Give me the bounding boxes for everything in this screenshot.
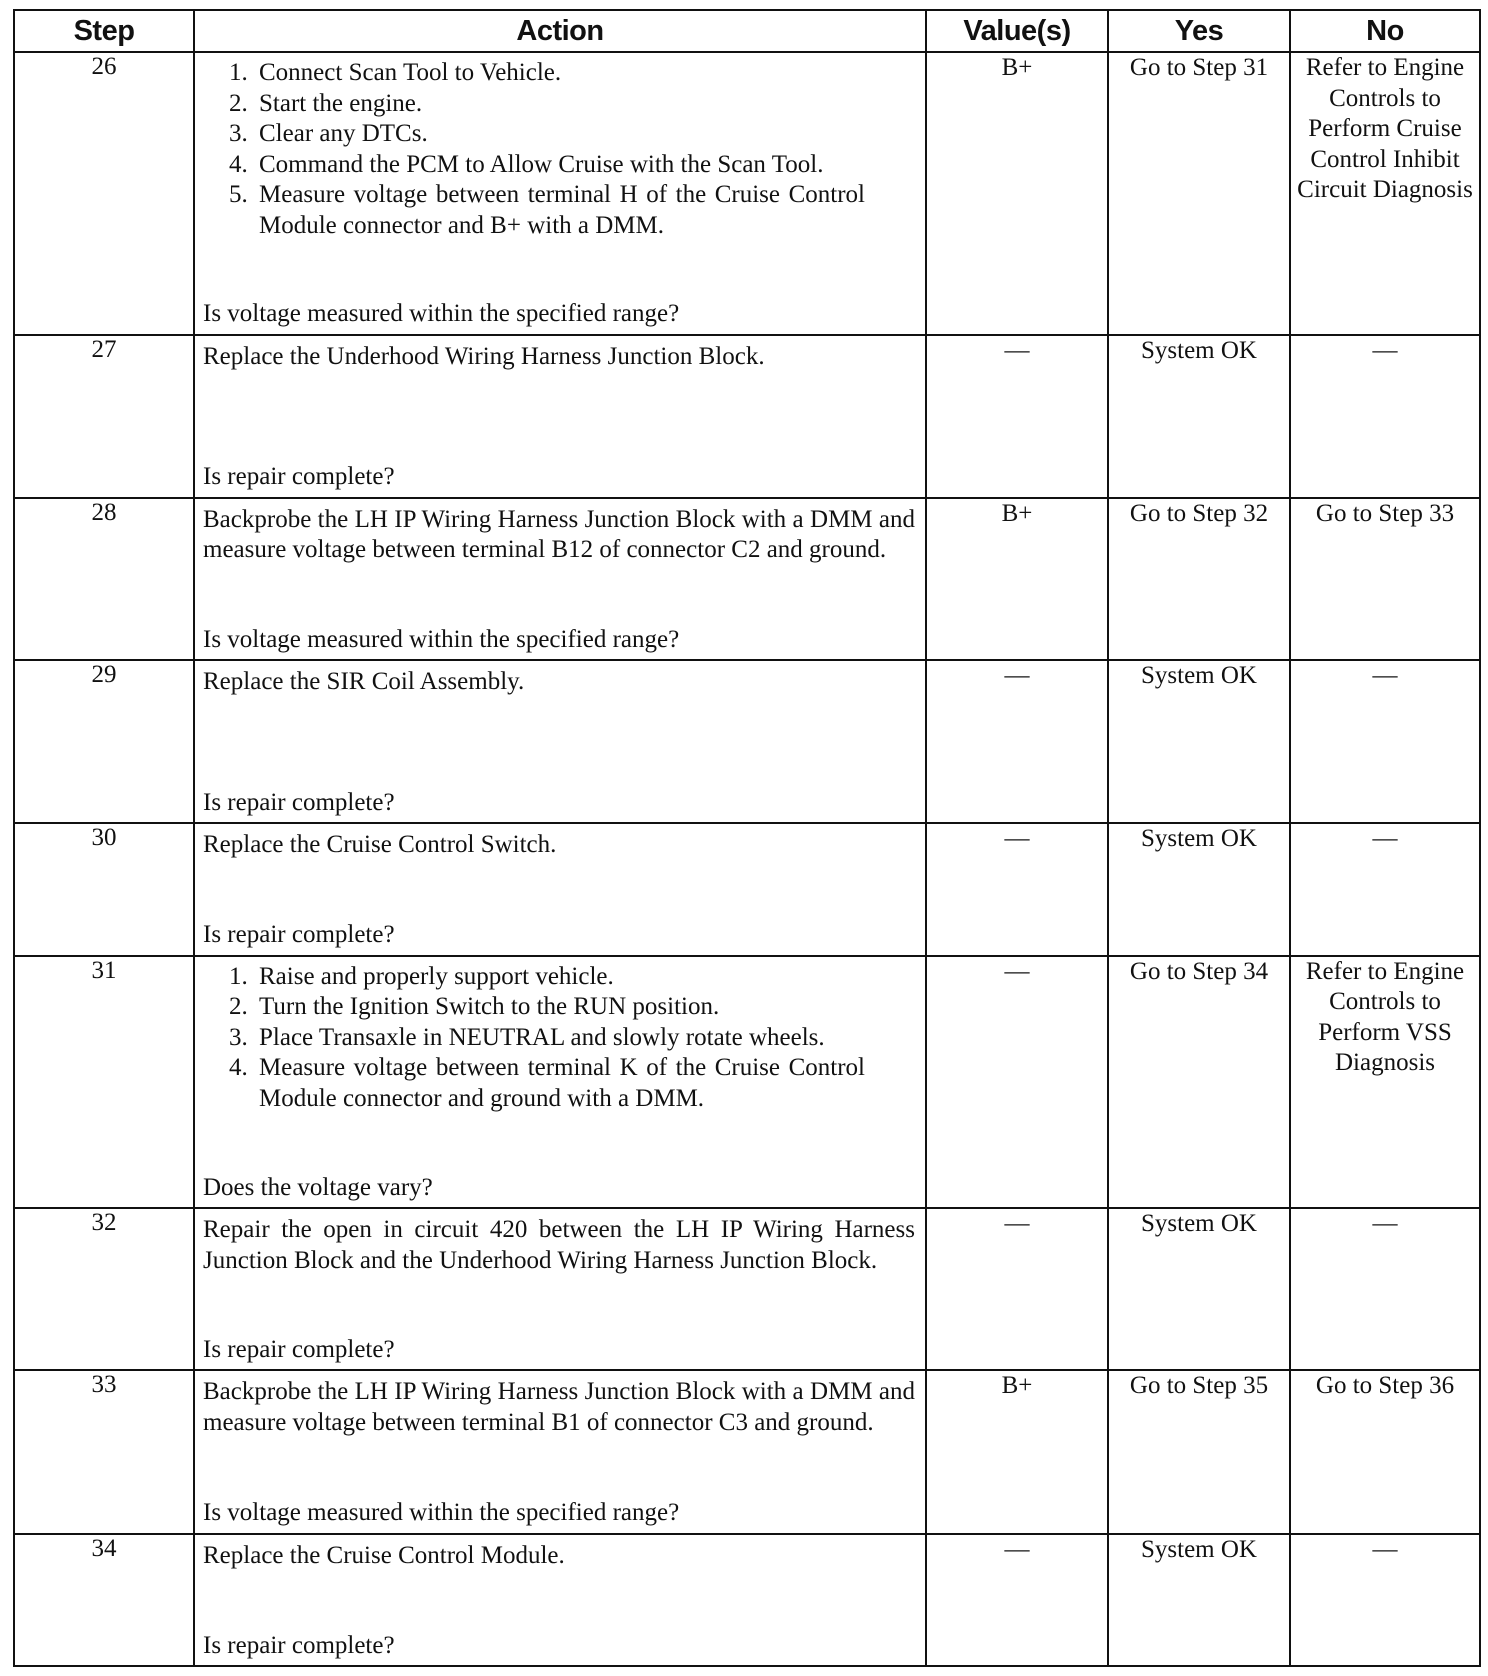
table-row	[14, 335, 1480, 498]
yes-cell: System OK	[1108, 1208, 1290, 1370]
action-list	[203, 962, 915, 1115]
action-text: Replace the Underhood Wiring Harness Junction Block.	[203, 342, 765, 370]
action-question: Is repair complete?	[203, 921, 395, 948]
action-list-item: 5. Measure voltage between terminal H of the Cruise Control Module connector and B+ with a DMM.	[229, 181, 865, 239]
action-text: Replace the Cruise Control Switch.	[203, 831, 557, 859]
header-no: No	[1290, 10, 1480, 52]
yes-cell: Go to Step 31	[1108, 52, 1290, 335]
table-row	[14, 823, 1480, 955]
no-cell: —	[1290, 1534, 1480, 1666]
step-number: 31	[14, 956, 194, 1209]
action-cell	[194, 660, 926, 823]
header-action: Action	[194, 10, 926, 52]
step-number: 29	[14, 660, 194, 823]
action-list-item: 3. Clear any DTCs.	[229, 120, 428, 147]
step-number: 26	[14, 52, 194, 335]
action-question: Is voltage measured within the specified range?	[203, 625, 680, 653]
header-values: Value(s)	[926, 10, 1108, 52]
step-number: 30	[14, 823, 194, 955]
action-question: Is repair complete?	[203, 788, 395, 816]
table-row	[14, 1208, 1480, 1370]
action-cell	[194, 335, 926, 498]
yes-cell: System OK	[1108, 335, 1290, 498]
action-text: Backprobe the LH IP Wiring Harness Junction Block with a DMM and measure voltage between terminal B1 of connector C3 and ground.	[203, 1378, 915, 1436]
value-cell: B+	[926, 1370, 1108, 1533]
value-cell: —	[926, 1208, 1108, 1370]
value-cell: —	[926, 1534, 1108, 1666]
action-question: Is repair complete?	[203, 463, 395, 491]
step-number: 27	[14, 335, 194, 498]
action-text: Replace the SIR Coil Assembly.	[203, 668, 525, 696]
yes-cell: System OK	[1108, 660, 1290, 823]
action-cell	[194, 1208, 926, 1370]
no-cell: —	[1290, 660, 1480, 823]
yes-cell: Go to Step 32	[1108, 498, 1290, 660]
header-row	[14, 10, 1480, 52]
action-cell	[194, 52, 926, 335]
table-row	[14, 956, 1480, 1209]
yes-cell: System OK	[1108, 1534, 1290, 1666]
table-row	[14, 660, 1480, 823]
table-body	[14, 52, 1480, 1666]
value-cell: —	[926, 335, 1108, 498]
no-cell: —	[1290, 1208, 1480, 1370]
action-question: Is voltage measured within the specified range?	[203, 1499, 680, 1527]
step-number: 28	[14, 498, 194, 660]
step-number: 33	[14, 1370, 194, 1533]
action-cell	[194, 1370, 926, 1533]
action-cell	[194, 823, 926, 955]
value-cell: B+	[926, 52, 1108, 335]
action-list-item: 3. Place Transaxle in NEUTRAL and slowly rotate wheels.	[229, 1023, 825, 1051]
no-cell: —	[1290, 335, 1480, 498]
action-list	[203, 58, 915, 241]
action-question: Is repair complete?	[203, 1335, 395, 1363]
table-row	[14, 52, 1480, 335]
no-cell: Go to Step 33	[1290, 498, 1480, 660]
action-question: Does the voltage vary?	[203, 1173, 433, 1201]
yes-cell: System OK	[1108, 823, 1290, 955]
action-list-item: 1. Connect Scan Tool to Vehicle.	[229, 59, 562, 86]
action-list-item: 2. Turn the Ignition Switch to the RUN position.	[229, 993, 720, 1020]
step-number: 34	[14, 1534, 194, 1666]
action-question: Is repair complete?	[203, 1631, 395, 1659]
value-cell: —	[926, 956, 1108, 1209]
table-header	[14, 10, 1480, 52]
header-yes: Yes	[1108, 10, 1290, 52]
value-cell: B+	[926, 498, 1108, 660]
action-question: Is voltage measured within the specified range?	[203, 300, 680, 328]
action-list-item: 4. Measure voltage between terminal K of the Cruise Control Module connector and ground with a DMM.	[229, 1054, 865, 1112]
no-cell: Refer to Engine Controls to Perform Cruise Control Inhibit Circuit Diagnosis	[1290, 52, 1480, 335]
diagnostic-table	[13, 9, 1481, 1667]
no-cell: Refer to Engine Controls to Perform VSS Diagnosis	[1290, 956, 1480, 1209]
table-row	[14, 1534, 1480, 1666]
step-number: 32	[14, 1208, 194, 1370]
no-cell: Go to Step 36	[1290, 1370, 1480, 1533]
value-cell: —	[926, 660, 1108, 823]
table-row	[14, 1370, 1480, 1533]
action-list-item: 4. Command the PCM to Allow Cruise with the Scan Tool.	[229, 150, 824, 178]
value-cell: —	[926, 823, 1108, 955]
action-cell	[194, 956, 926, 1209]
header-step: Step	[14, 10, 194, 52]
action-text: Replace the Cruise Control Module.	[203, 1541, 565, 1569]
no-cell: —	[1290, 823, 1480, 955]
action-cell	[194, 498, 926, 660]
action-text: Repair the open in circuit 420 between the LH IP Wiring Harness Junction Block and the Underhood Wiring Harness Junction Block.	[203, 1216, 915, 1274]
action-text: Backprobe the LH IP Wiring Harness Junction Block with a DMM and measure voltage between terminal B12 of connector C2 and ground.	[203, 505, 915, 564]
yes-cell: Go to Step 34	[1108, 956, 1290, 1209]
yes-cell: Go to Step 35	[1108, 1370, 1290, 1533]
action-cell	[194, 1534, 926, 1666]
table-row	[14, 498, 1480, 660]
action-list-item: 1. Raise and properly support vehicle.	[229, 962, 614, 990]
action-list-item: 2. Start the engine.	[229, 89, 423, 117]
